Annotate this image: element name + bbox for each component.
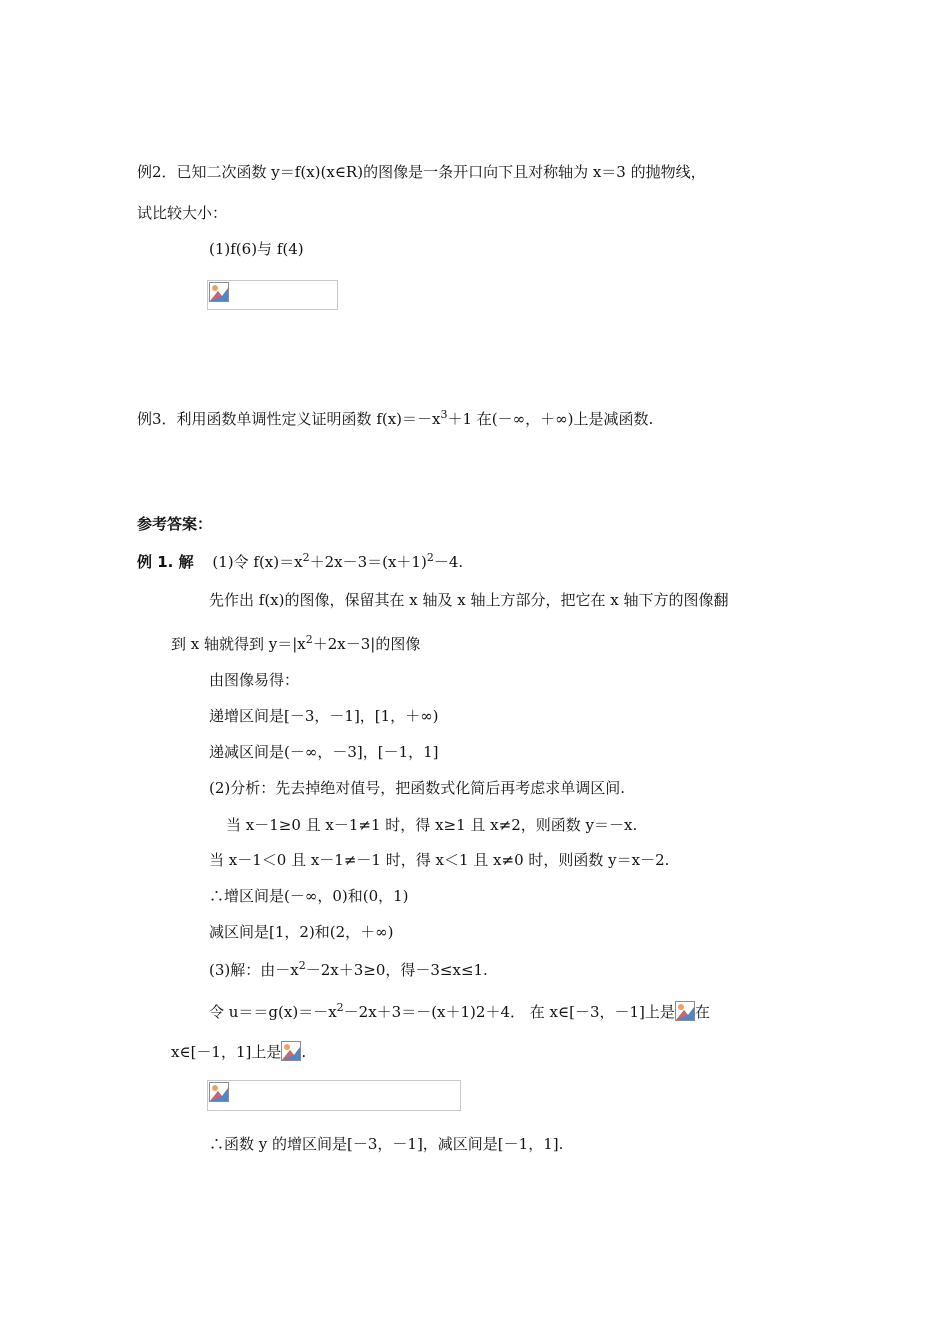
answer-line6: 递减区间是(－∞，－3]，[－1，1] xyxy=(209,743,439,761)
broken-image-icon xyxy=(281,1041,301,1061)
answer-line13 xyxy=(209,1001,710,1022)
answer-line12-b: －2x＋3≥0，得－3≤x≤1. xyxy=(305,961,488,979)
broken-image-placeholder xyxy=(207,1080,461,1111)
answer-line14-b: . xyxy=(301,1043,307,1061)
answer-line2: 先作出 f(x)的图像，保留其在 x 轴及 x 轴上方部分，把它在 x 轴下方的图像翻 xyxy=(209,591,729,609)
broken-image-icon xyxy=(209,1082,229,1102)
example2-line2: 试比较大小： xyxy=(137,204,228,222)
answer-line13-c: 在 xyxy=(694,1003,710,1021)
answer-line4: 由图像易得： xyxy=(209,671,300,689)
answer-line9: 当 x－1＜0 且 x－1≠－1 时，得 x＜1 且 x≠0 时，则函数 y＝x－2. xyxy=(209,851,670,869)
answer-line3 xyxy=(171,634,420,654)
example3-text-b: ＋1 在(－∞，＋∞)上是减函数. xyxy=(447,410,654,428)
answer1-label: 例 1. 解 xyxy=(137,553,194,571)
answers-heading: 参考答案： xyxy=(137,515,213,533)
answer-line15: ∴函数 y 的增区间是[－3，－1]，减区间是[－1，1]. xyxy=(209,1135,564,1153)
exponent: 2 xyxy=(298,959,306,972)
answer-line13-a: 令 u＝＝g(x)＝－x xyxy=(209,1003,337,1021)
answer-line5: 递增区间是[－3，－1]，[1，＋∞) xyxy=(209,707,439,725)
broken-image-placeholder xyxy=(207,280,338,310)
example2-line1: 例2．已知二次函数 y＝f(x)(x∈R)的图像是一条开口向下且对称轴为 x＝3 的抛物线， xyxy=(137,163,706,181)
answer1-text-a: (1)令 f(x)＝x xyxy=(212,553,303,571)
answer-line12 xyxy=(209,960,488,980)
exponent: 2 xyxy=(302,551,310,564)
exponent: 2 xyxy=(426,551,434,564)
broken-image-icon xyxy=(675,1001,695,1021)
example3-line xyxy=(137,409,653,429)
exponent: 2 xyxy=(305,633,313,646)
answer-line14 xyxy=(171,1041,306,1062)
answer-line10: ∴增区间是(－∞，0)和(0，1) xyxy=(209,887,409,905)
answer-line7: (2)分析：先去掉绝对值号，把函数式化简后再考虑求单调区间. xyxy=(209,779,626,797)
answer-line3-a: 到 x 轴就得到 y＝|x xyxy=(171,635,306,653)
answer-line11: 减区间是[1，2)和(2，＋∞) xyxy=(209,923,394,941)
example3-text-a: 例3．利用函数单调性定义证明函数 f(x)＝－x xyxy=(137,410,441,428)
answer-line14-a: x∈[－1，1]上是 xyxy=(171,1043,282,1061)
answer-line8: 当 x－1≥0 且 x－1≠1 时，得 x≥1 且 x≠2，则函数 y＝－x. xyxy=(226,816,638,834)
answer-line13-b: －2x＋3＝－(x＋1)2＋4． 在 x∈[－3，－1]上是 xyxy=(343,1003,675,1021)
answer1-text-b: ＋2x－3＝(x＋1) xyxy=(309,553,427,571)
answer-line3-b: ＋2x－3|的图像 xyxy=(312,635,421,653)
exponent: 2 xyxy=(336,1001,344,1014)
answer-line12-a: (3)解：由－x xyxy=(209,961,299,979)
answer1-text-c: －4. xyxy=(433,553,464,571)
broken-image-icon xyxy=(209,282,229,302)
exponent: 3 xyxy=(440,408,448,421)
answer1-line1 xyxy=(137,552,463,572)
example2-part1: (1)f(6)与 f(4) xyxy=(209,240,304,258)
